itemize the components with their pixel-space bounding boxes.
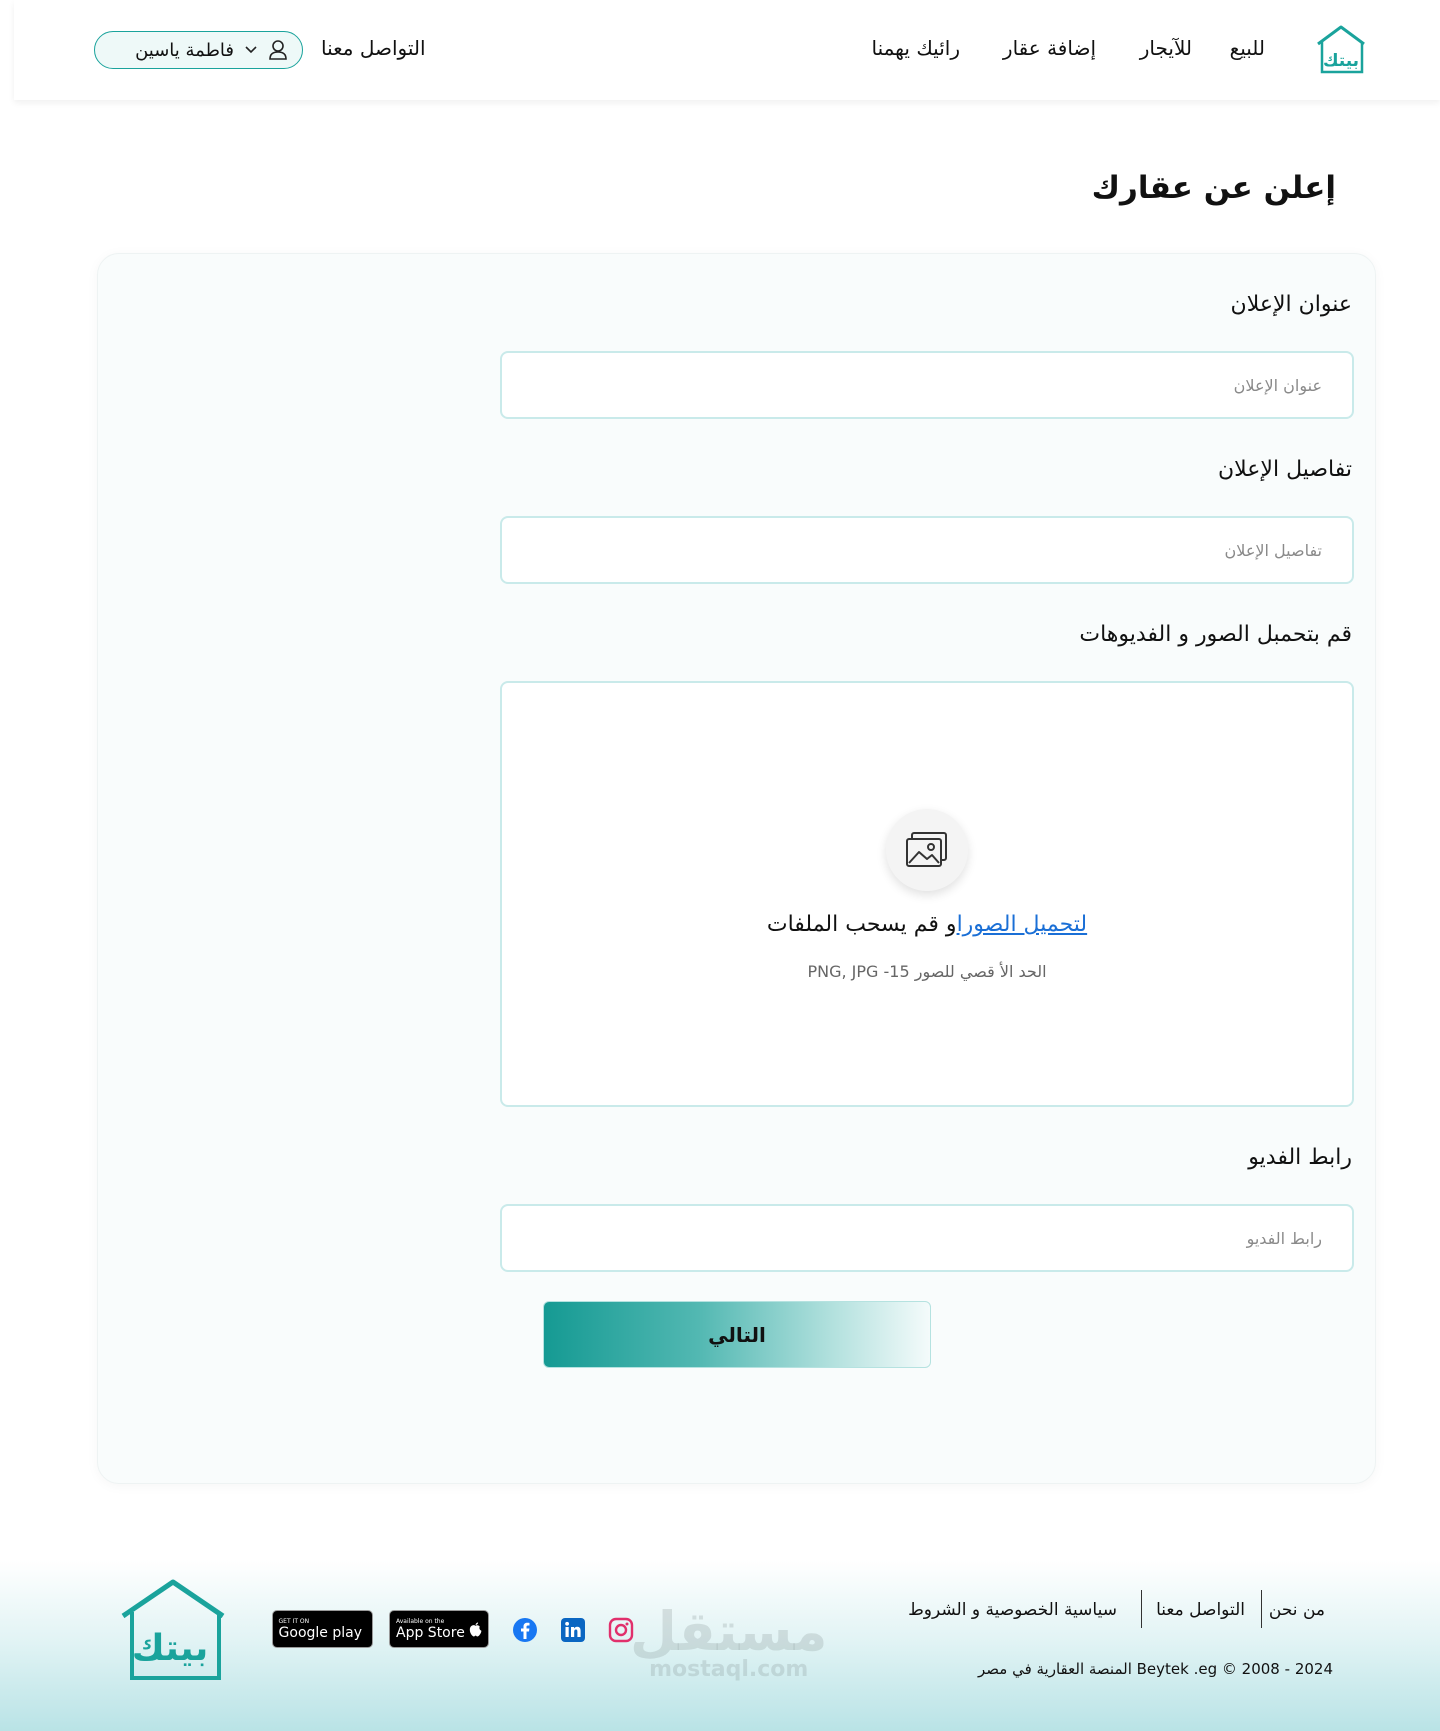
- upload-photos-link[interactable]: لتحميل الصورا: [956, 912, 1088, 937]
- facebook-icon[interactable]: [512, 1617, 538, 1643]
- ad-title-input[interactable]: [500, 351, 1354, 419]
- user-icon: [268, 39, 288, 61]
- upload-icon-circle[interactable]: [886, 809, 968, 891]
- nav-sale[interactable]: للبيع: [1229, 36, 1265, 60]
- nav-contact[interactable]: التواصل معنا: [321, 36, 426, 60]
- media-dropzone[interactable]: [500, 681, 1354, 1107]
- footer-divider: [1261, 1590, 1262, 1628]
- beytek-logo[interactable]: [1314, 24, 1368, 76]
- next-button[interactable]: التالي: [543, 1301, 931, 1368]
- upload-limit-hint: الحد الأ قصي للصور 15- PNG, JPG: [807, 962, 1047, 981]
- upload-instruction: [502, 912, 1352, 937]
- site-footer: [0, 1560, 1440, 1731]
- chevron-down-icon: [244, 45, 258, 55]
- google-play-big-text: Google play: [278, 1624, 362, 1641]
- watermark-arabic: مستقل: [630, 1600, 828, 1663]
- video-link-label: رابط الفديو: [1248, 1145, 1352, 1170]
- user-menu-button[interactable]: [94, 31, 303, 69]
- logo-text: بيتك: [1322, 51, 1360, 71]
- footer-link-about[interactable]: من نحن: [1268, 1600, 1325, 1620]
- upload-drag-text: و قم يسحب الملفات: [766, 912, 957, 937]
- image-upload-icon: [904, 830, 950, 870]
- watermark-english: mostaql.com: [649, 1657, 809, 1682]
- ad-form-card: [97, 253, 1376, 1484]
- footer-link-contact[interactable]: التواصل معنا: [1156, 1600, 1245, 1620]
- footer-logo[interactable]: [120, 1578, 226, 1684]
- nav-your-opinion[interactable]: رائيك يهمنا: [871, 36, 960, 60]
- user-name: فاطمة ياسين: [135, 39, 234, 61]
- page-title: إعلن عن عقارك: [1091, 170, 1336, 206]
- google-play-badge[interactable]: [272, 1610, 373, 1648]
- top-header: [14, 0, 1440, 100]
- video-link-input[interactable]: [500, 1204, 1354, 1272]
- media-upload-label: قم بتحمبل الصور و الفديوهات: [1079, 622, 1352, 647]
- ad-details-label: تفاصيل الإعلان: [1218, 457, 1352, 482]
- app-store-big-text: App Store: [396, 1624, 465, 1641]
- app-store-badge[interactable]: [389, 1610, 489, 1648]
- nav-add-property[interactable]: إضافة عقار: [1002, 36, 1096, 60]
- google-play-small-text: GET IT ON: [278, 1617, 310, 1625]
- ad-title-label: عنوان الإعلان: [1230, 292, 1352, 317]
- app-store-small-text: Available on the: [396, 1617, 445, 1625]
- ad-details-input[interactable]: [500, 516, 1354, 584]
- footer-logo-text: بيتك: [131, 1628, 209, 1669]
- mostaql-watermark: [630, 1600, 828, 1682]
- nav-rent[interactable]: للآيجار: [1139, 36, 1192, 60]
- linkedin-icon[interactable]: [560, 1617, 586, 1643]
- copyright-text: 2024 - 2008 © Beytek .eg المنصة العقارية في مصر: [977, 1660, 1333, 1678]
- footer-divider: [1141, 1590, 1142, 1628]
- footer-link-privacy[interactable]: سياسية الخصوصية و الشروط: [908, 1600, 1117, 1620]
- apple-icon: [469, 1620, 482, 1639]
